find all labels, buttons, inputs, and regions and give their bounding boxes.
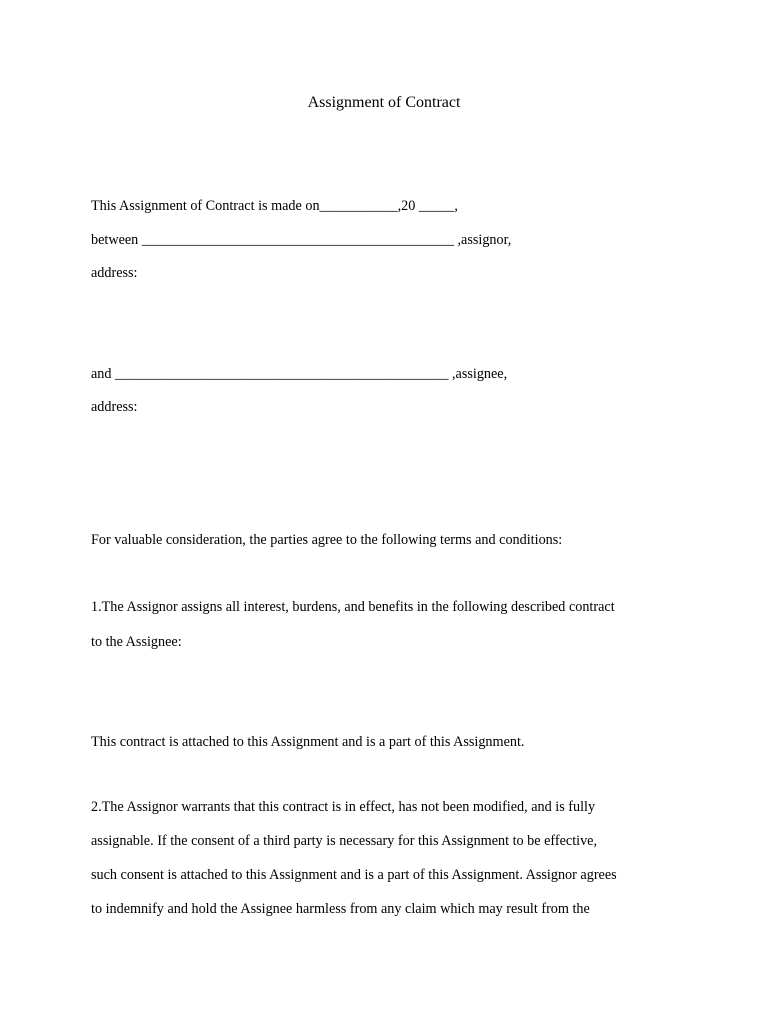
assignor-line: between ____________________________________________ ,assignor, [91,232,512,248]
clause-2-line-2: assignable. If the consent of a third party is necessary for this Assignment to be effective, [91,833,598,849]
assignor-address-label: address: [91,265,138,281]
clause-1-line-2: to the Assignee: [91,634,182,650]
clause-2-line-3: such consent is attached to this Assignment and is a part of this Assignment. Assignor agrees [91,867,617,883]
assignee-address-label: address: [91,399,138,415]
clause-2-line-4: to indemnify and hold the Assignee harmless from any claim which may result from the [91,901,590,917]
consideration-paragraph: For valuable consideration, the parties agree to the following terms and conditions: [91,532,563,548]
document-title: Assignment of Contract [307,94,461,111]
date-line: This Assignment of Contract is made on___________,20 _____, [91,198,458,214]
clause-2-line-1: 2.The Assignor warrants that this contract is in effect, has not been modified, and is fully [91,799,596,815]
attachment-statement: This contract is attached to this Assignment and is a part of this Assignment. [91,734,525,750]
clause-1-line-1: 1.The Assignor assigns all interest, burdens, and benefits in the following described contract [91,599,615,615]
assignee-line: and _______________________________________________ ,assignee, [91,366,508,382]
